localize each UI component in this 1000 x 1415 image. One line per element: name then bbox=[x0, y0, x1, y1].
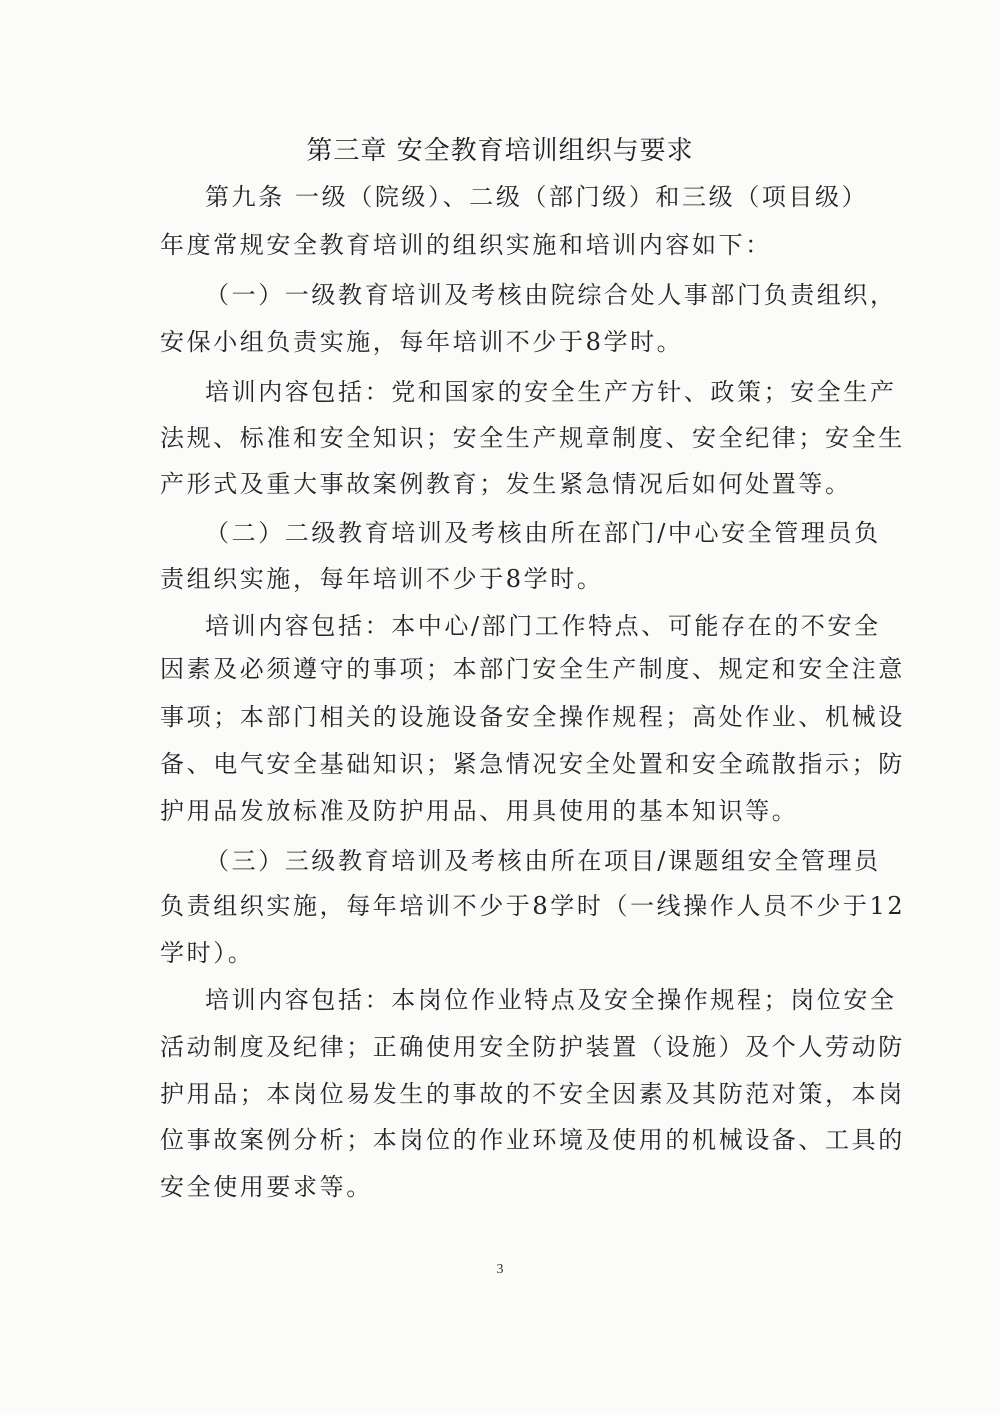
text-line: 培训内容包括：本岗位作业特点及安全操作规程；岗位安全 bbox=[205, 986, 897, 1014]
text-line: 培训内容包括：党和国家的安全生产方针、政策；安全生产 bbox=[205, 378, 897, 406]
text-line: （一）一级教育培训及考核由院综合处人事部门负责组织， bbox=[205, 281, 897, 309]
text-line: 产形式及重大事故案例教育；发生紧急情况后如何处置等。 bbox=[160, 470, 852, 498]
text-line: 年度常规安全教育培训的组织实施和培训内容如下： bbox=[160, 231, 772, 259]
text-line: 第九条 一级（院级）、二级（部门级）和三级（项目级） bbox=[205, 183, 869, 211]
text-line: 负责组织实施，每年培训不少于8学时（一线操作人员不少于12 bbox=[160, 892, 906, 920]
text-line: 护用品；本岗位易发生的事故的不安全因素及其防范对策，本岗 bbox=[160, 1080, 905, 1108]
text-line: （二）二级教育培训及考核由所在部门/中心安全管理员负 bbox=[205, 519, 881, 547]
text-line: 活动制度及纪律；正确使用安全防护装置（设施）及个人劳动防 bbox=[160, 1033, 905, 1061]
text-line: 安全使用要求等。 bbox=[160, 1173, 373, 1201]
text-line: 护用品发放标准及防护用品、用具使用的基本知识等。 bbox=[160, 797, 799, 825]
text-line: 法规、标准和安全知识；安全生产规章制度、安全纪律；安全生 bbox=[160, 424, 905, 452]
page-number: 3 bbox=[496, 1262, 504, 1277]
text-line: 备、电气安全基础知识；紧急情况安全处置和安全疏散指示；防 bbox=[160, 750, 905, 778]
text-line: 事项；本部门相关的设施设备安全操作规程；高处作业、机械设 bbox=[160, 703, 905, 731]
text-line: 因素及必须遵守的事项；本部门安全生产制度、规定和安全注意 bbox=[160, 655, 905, 683]
text-line: （三）三级教育培训及考核由所在项目/课题组安全管理员 bbox=[205, 847, 881, 875]
text-line: 学时）。 bbox=[160, 939, 255, 967]
text-line: 位事故案例分析；本岗位的作业环境及使用的机械设备、工具的 bbox=[160, 1126, 905, 1154]
chapter-title: 第三章 安全教育培训组织与要求 bbox=[306, 136, 694, 166]
text-line: 安保小组负责实施，每年培训不少于8学时。 bbox=[160, 328, 684, 356]
text-line: 责组织实施，每年培训不少于8学时。 bbox=[160, 565, 604, 593]
text-line: 培训内容包括：本中心/部门工作特点、可能存在的不安全 bbox=[205, 612, 881, 640]
